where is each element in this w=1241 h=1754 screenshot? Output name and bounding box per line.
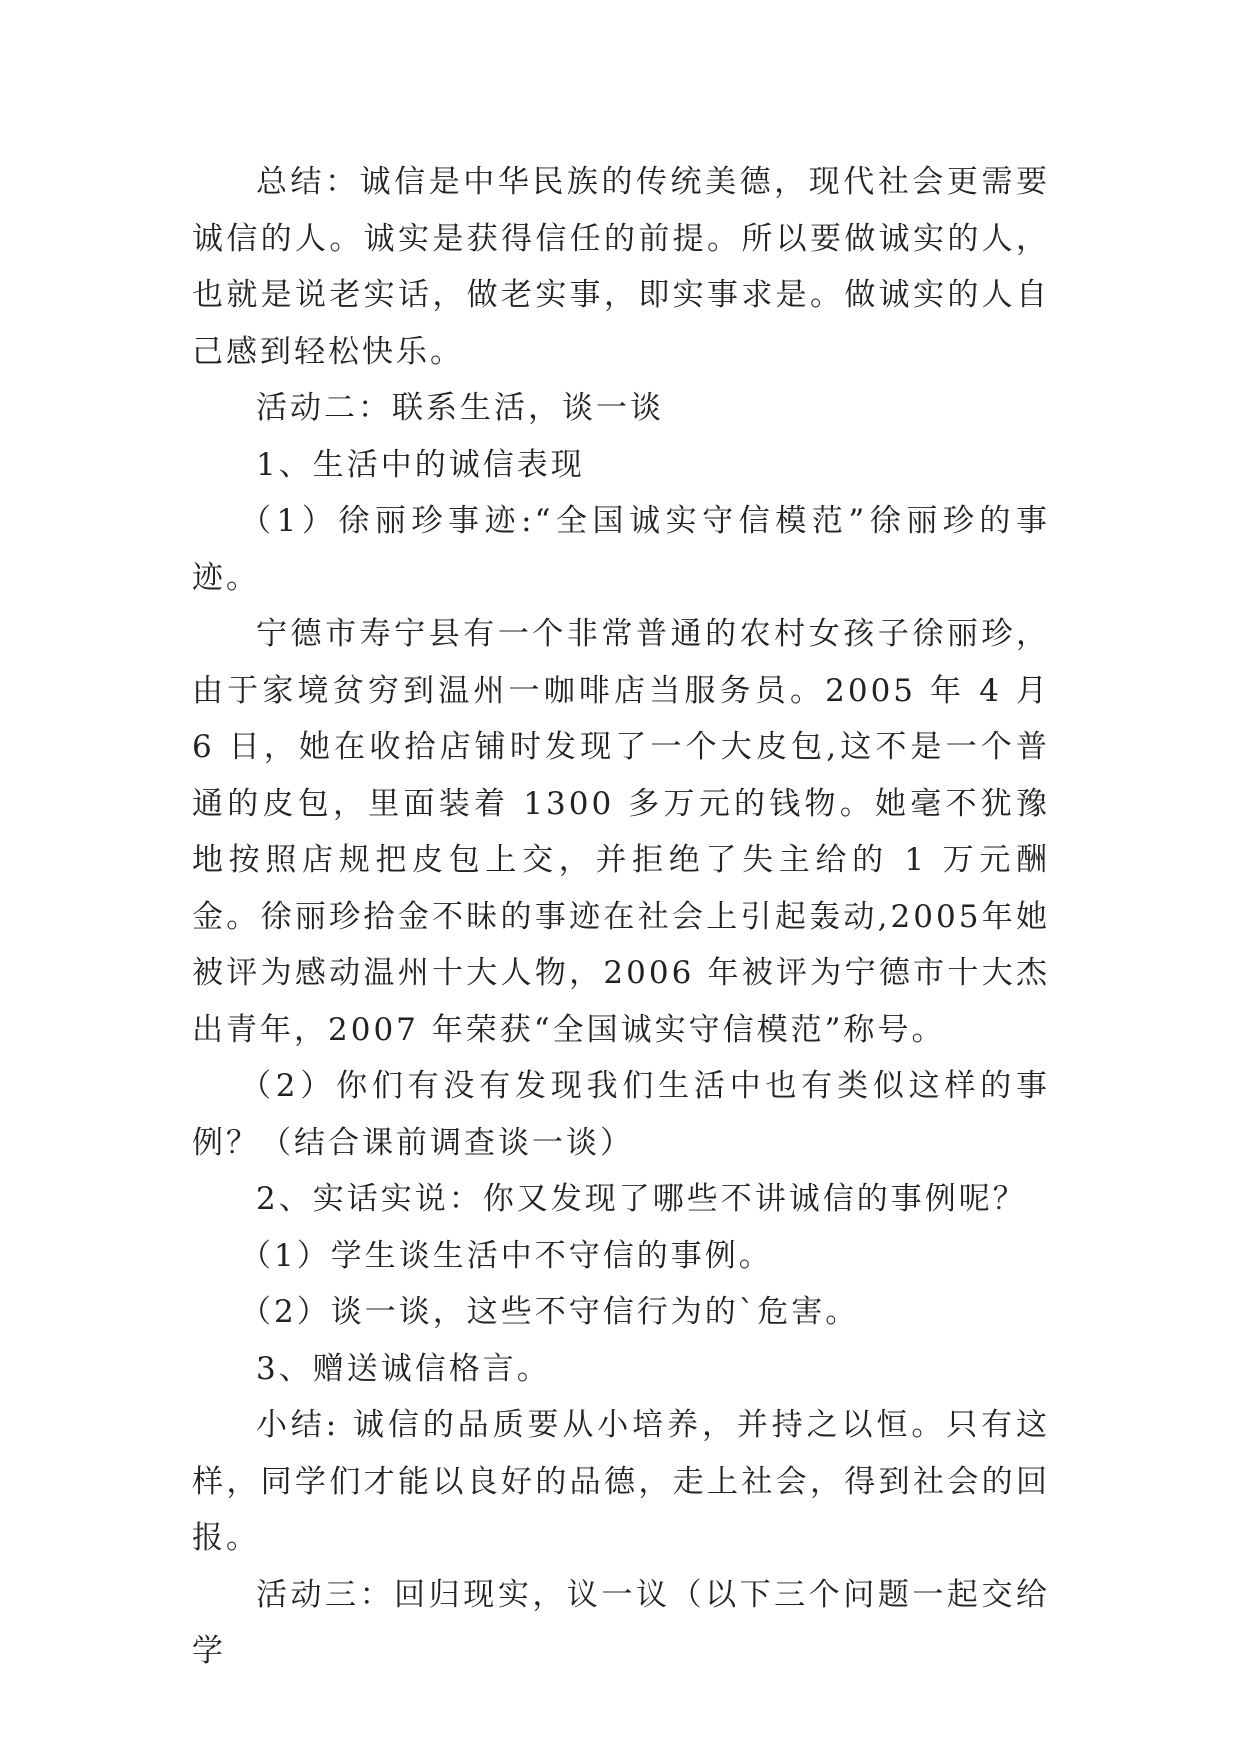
section-3-heading: 3、赠送诚信格言。 xyxy=(256,1350,551,1387)
activity-three-heading: 活动三：回归现实，议一议（以下三个问题一起交给学 xyxy=(192,1576,1050,1669)
summary-small-paragraph: 小结: 诚信的品质要从小培养，并持之以恒。只有这样，同学们才能以良好的品德，走上社会，得到社会的回报。 xyxy=(192,1407,1050,1556)
summary-paragraph: 总结：诚信是中华民族的传统美德，现代社会更需要诚信的人。诚实是获得信任的前提。所以要做诚实的人，也就是说老实话，做老实事，即实事求是。做诚实的人自己感到轻松快乐。 xyxy=(192,164,1050,370)
section-2-heading: 2、实话实说：你又发现了哪些不讲诚信的事例呢？ xyxy=(256,1181,1027,1217)
item-2-1: （1）学生谈生活中不守信的事例。 xyxy=(240,1237,773,1274)
item-2-2: （2）谈一谈，这些不守信行为的`危害。 xyxy=(240,1294,860,1330)
item-1-2: （2）你们有没有发现我们生活中也有类似这样的事例？（结合课前调查谈一谈） xyxy=(192,1068,1050,1161)
section-1-heading: 1、生活中的诚信表现 xyxy=(256,446,585,483)
item-1-1: （1）徐丽珍事迹:“全国诚实守信模范”徐丽珍的事迹。 xyxy=(192,503,1050,596)
activity-two-heading: 活动二：联系生活，谈一谈 xyxy=(256,390,664,426)
story-paragraph: 宁德市寿宁县有一个非常普通的农村女孩子徐丽珍，由于家境贫穷到温州一咖啡店当服务员。2005 年 4 月 6 日，她在收拾店铺时发现了一个大皮包,这不是一个普通的皮包，里面装着 1300 多万元的钱物。她毫不犹豫地按照店规把皮包上交，并拒绝了失主给的 1 万元酬金。徐丽珍拾金不昧的事迹在社会上引起轰动,2005年她被评为感动温州十大人物，2006 年被评为宁德市十大杰出青年，2007 年荣获“全国诚实守信模范”称号。 xyxy=(192,616,1050,1048)
document-page xyxy=(192,154,1050,1680)
